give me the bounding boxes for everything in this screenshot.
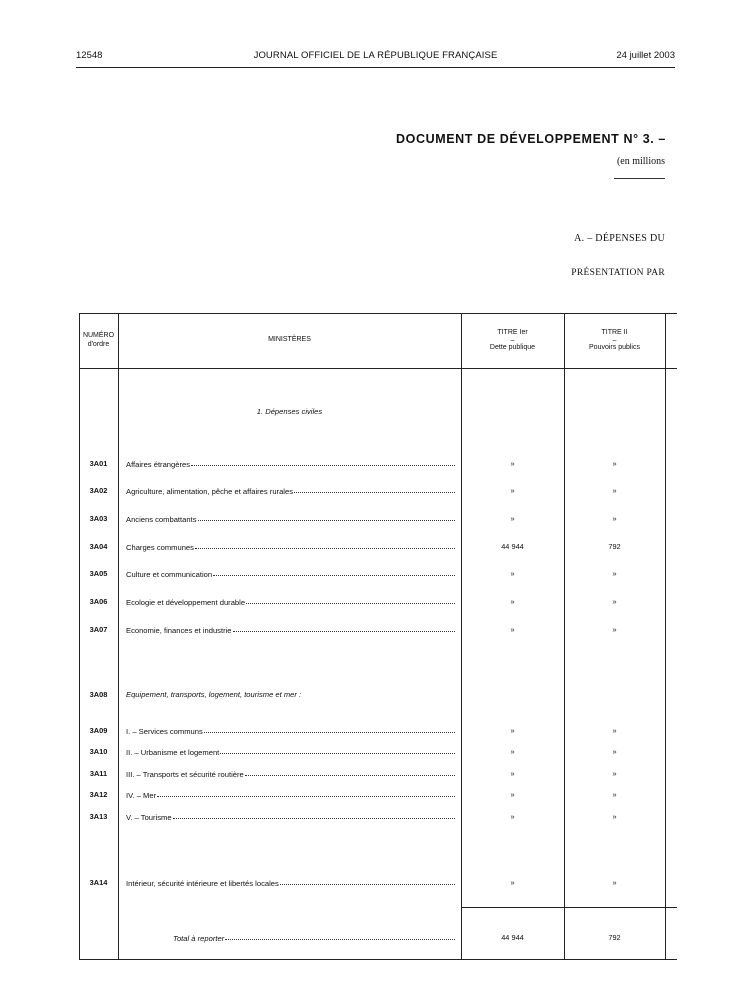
publication-date: 24 juillet 2003 bbox=[616, 50, 675, 61]
row-label-text: II. – Urbanisme et logement bbox=[126, 748, 220, 757]
row-titre-2-value: » bbox=[612, 878, 617, 887]
row-titre-1-value: » bbox=[510, 459, 515, 468]
row-titre-1-value: » bbox=[510, 625, 515, 634]
row-code: 3A06 bbox=[89, 597, 108, 606]
table-row bbox=[79, 597, 677, 609]
row-label-text: V. – Tourisme bbox=[126, 813, 172, 822]
dot-leader bbox=[173, 812, 455, 819]
row-titre-2-value: » bbox=[612, 569, 617, 578]
dot-leader bbox=[204, 726, 455, 733]
column-header-titre-2-line1: TITRE II bbox=[601, 329, 628, 336]
table-header-border bbox=[79, 368, 677, 369]
table-row bbox=[79, 625, 677, 637]
dot-leader bbox=[220, 747, 455, 754]
row-label bbox=[126, 514, 455, 524]
unit-note: (en millions bbox=[616, 156, 665, 167]
running-header bbox=[76, 50, 675, 64]
row-label bbox=[126, 878, 455, 888]
row-label-text: Affaires étrangères bbox=[126, 460, 191, 469]
dot-leader bbox=[157, 790, 455, 797]
row-label bbox=[126, 747, 455, 757]
row-titre-1-value: » bbox=[510, 726, 515, 735]
row-titre-1-value: » bbox=[510, 597, 515, 606]
section-title: A. – DÉPENSES DU bbox=[574, 233, 665, 244]
dot-leader bbox=[233, 625, 455, 632]
column-header-titre-1-dash: – bbox=[510, 336, 515, 344]
table-section-heading-text: 1. Dépenses civiles bbox=[256, 407, 323, 416]
dot-leader bbox=[294, 486, 455, 493]
table-row bbox=[79, 769, 677, 781]
row-titre-1-value: » bbox=[510, 514, 515, 523]
row-code: 3A12 bbox=[89, 790, 108, 799]
table-row bbox=[79, 542, 677, 554]
journal-title: JOURNAL OFFICIEL DE LA RÉPUBLIQUE FRANÇAISE bbox=[253, 50, 498, 61]
row-code: 3A09 bbox=[89, 726, 108, 735]
row-code: 3A02 bbox=[89, 486, 108, 495]
row-titre-2-value: » bbox=[612, 769, 617, 778]
row-code: 3A10 bbox=[89, 747, 108, 756]
table-section-heading bbox=[118, 407, 461, 416]
dot-leader bbox=[245, 769, 455, 776]
row-code: 3A04 bbox=[89, 542, 108, 551]
row-code: 3A03 bbox=[89, 514, 108, 523]
table-row bbox=[79, 812, 677, 824]
table-row bbox=[79, 486, 677, 498]
row-titre-2-value: » bbox=[612, 514, 617, 523]
row-label-text: III. – Transports et sécurité routière bbox=[126, 770, 244, 779]
row-label bbox=[126, 486, 455, 496]
table-row bbox=[79, 459, 677, 471]
row-label-text: Agriculture, alimentation, pêche et affaires rurales bbox=[126, 487, 294, 496]
row-label bbox=[126, 459, 455, 469]
row-label bbox=[126, 726, 455, 736]
row-label-text: Charges communes bbox=[126, 543, 194, 552]
dot-leader bbox=[195, 542, 455, 549]
budget-table bbox=[79, 313, 677, 960]
row-titre-2-value: » bbox=[612, 625, 617, 634]
row-titre-1-value: » bbox=[510, 790, 515, 799]
row-titre-2-value: » bbox=[612, 726, 617, 735]
row-titre-1-value: » bbox=[510, 569, 515, 578]
row-label bbox=[126, 542, 455, 552]
dot-leader bbox=[191, 459, 455, 466]
table-bottom-border bbox=[79, 959, 677, 960]
row-titre-1-value: » bbox=[510, 878, 515, 887]
total-row bbox=[79, 933, 677, 945]
row-label bbox=[126, 769, 455, 779]
row-code: 3A08 bbox=[89, 690, 108, 699]
dot-leader bbox=[213, 569, 455, 576]
dot-leader bbox=[225, 933, 455, 940]
row-titre-2-value: » bbox=[612, 597, 617, 606]
section-subtitle: PRÉSENTATION PAR bbox=[571, 268, 665, 278]
row-code: 3A13 bbox=[89, 812, 108, 821]
column-header-titre-1 bbox=[461, 313, 564, 368]
row-label bbox=[126, 790, 455, 800]
row-code: 3A07 bbox=[89, 625, 108, 634]
row-titre-1-value: » bbox=[510, 812, 515, 821]
row-titre-2-value: » bbox=[612, 812, 617, 821]
row-label bbox=[126, 812, 455, 822]
row-titre-1-value: » bbox=[510, 747, 515, 756]
unit-divider bbox=[614, 178, 665, 179]
table-row bbox=[79, 569, 677, 581]
dot-leader bbox=[280, 878, 455, 885]
row-label-text: Anciens combattants bbox=[126, 515, 197, 524]
row-label bbox=[126, 625, 455, 635]
row-label-text: IV. – Mer bbox=[126, 791, 157, 800]
document-title: DOCUMENT DE DÉVELOPPEMENT N° 3. – bbox=[396, 132, 666, 146]
column-header-numero-line2: d'ordre bbox=[87, 340, 110, 348]
column-header-titre-1-line2: Dette publique bbox=[489, 343, 536, 351]
row-titre-2-value: » bbox=[612, 486, 617, 495]
row-titre-2-value: 792 bbox=[608, 542, 621, 551]
column-header-titre-2 bbox=[564, 313, 665, 368]
total-titre-1-value: 44 944 bbox=[501, 933, 524, 942]
row-label bbox=[126, 597, 455, 607]
row-code: 3A01 bbox=[89, 459, 108, 468]
column-header-numero-line1: NUMÉRO bbox=[82, 332, 115, 339]
column-header-titre-2-line2: Pouvoirs publics bbox=[589, 343, 640, 351]
column-header-ministeres bbox=[118, 313, 461, 368]
row-titre-2-value: » bbox=[612, 747, 617, 756]
row-label-text: Intérieur, sécurité intérieure et libertés locales bbox=[126, 879, 279, 888]
row-titre-2-value: » bbox=[612, 790, 617, 799]
row-code: 3A14 bbox=[89, 878, 108, 887]
row-titre-1-value: » bbox=[510, 486, 515, 495]
total-label bbox=[173, 933, 455, 943]
row-label-text: I. – Services communs bbox=[126, 727, 203, 736]
total-label-text: Total à reporter bbox=[173, 934, 225, 943]
row-titre-2-value: » bbox=[612, 459, 617, 468]
row-label-text: Culture et communication bbox=[126, 570, 213, 579]
row-code: 3A05 bbox=[89, 569, 108, 578]
row-code: 3A11 bbox=[89, 769, 108, 778]
table-row bbox=[79, 878, 677, 890]
row-group-heading: Equipement, transports, logement, tourisme et mer : bbox=[126, 690, 302, 699]
row-titre-1-value: » bbox=[510, 769, 515, 778]
page-number: 12548 bbox=[76, 50, 103, 61]
header-divider bbox=[76, 67, 675, 68]
row-label-text: Economie, finances et industrie bbox=[126, 626, 232, 635]
row-label bbox=[126, 569, 455, 579]
table-row bbox=[79, 790, 677, 802]
column-header-ministeres-label: MINISTÈRES bbox=[268, 336, 311, 344]
total-divider bbox=[461, 907, 677, 908]
dot-leader bbox=[246, 597, 455, 604]
total-titre-2-value: 792 bbox=[608, 933, 621, 942]
table-row bbox=[79, 726, 677, 738]
table-row bbox=[79, 747, 677, 759]
row-titre-1-value: 44 944 bbox=[501, 542, 524, 551]
column-header-titre-2-dash: – bbox=[612, 336, 617, 344]
column-header-numero bbox=[79, 313, 118, 368]
dot-leader bbox=[198, 514, 456, 521]
table-row bbox=[79, 690, 677, 702]
column-header-titre-1-line1: TITRE Ier bbox=[497, 329, 528, 336]
table-row bbox=[79, 514, 677, 526]
row-label-text: Ecologie et développement durable bbox=[126, 598, 246, 607]
